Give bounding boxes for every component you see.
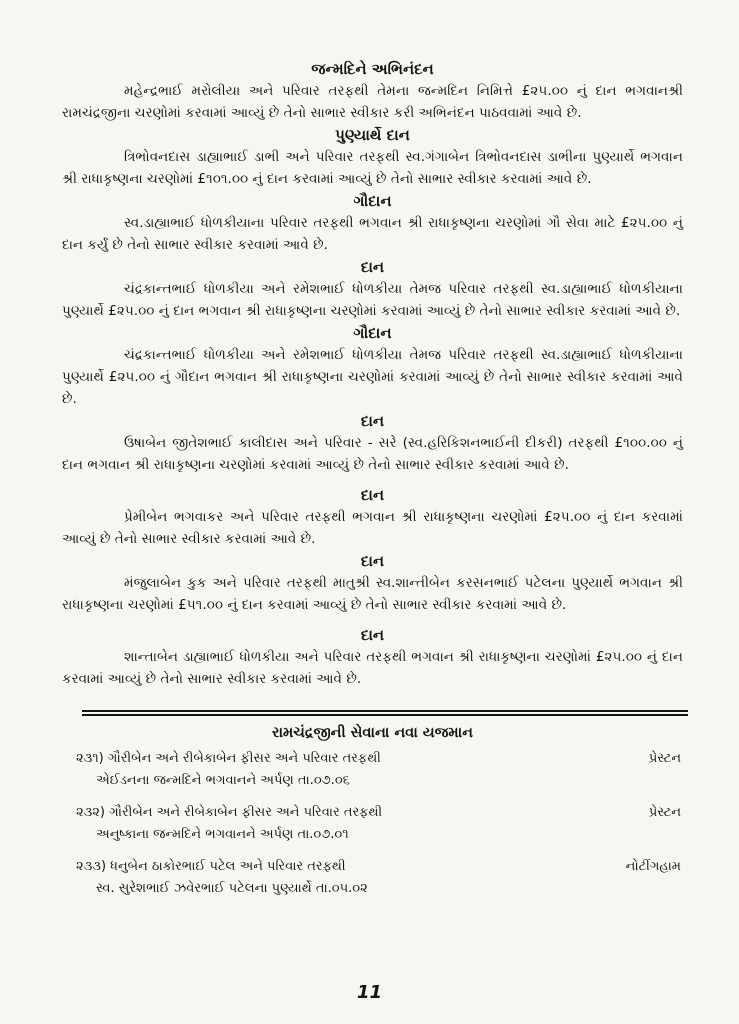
notice-donation-5 xyxy=(62,624,683,690)
page-number: 11 xyxy=(356,982,383,1003)
sponsor-city: પ્રેસ્ટન xyxy=(648,805,681,820)
section-heading: જન્મદિને અભિનંદન xyxy=(311,60,434,78)
section-text: શાન્તાબેન ડાહ્યાભાઈ ધોળકીયા અને પરિવાર તરફથી ભગવાન શ્રી રાધાકૃષ્ણના ચરણોમાં £૨૫.૦૦ નું દાન કરવામાં આવ્યું છે તેનો સાભાર સ્વીકાર કરવામાં આવે છે. xyxy=(62,649,683,687)
section-heading: દાન xyxy=(360,486,385,504)
notice-birthday-greeting xyxy=(62,58,683,124)
sponsors-title: રામચંદ્રજીની સેવાના નવા યજમાન xyxy=(271,725,473,741)
section-heading: પુણ્યાર્થે દાન xyxy=(335,126,410,144)
notice-memorial-donation xyxy=(62,124,683,190)
section-heading: દાન xyxy=(360,626,385,644)
sponsor-city: પ્રેસ્ટન xyxy=(648,751,681,766)
section-text: મંજુલાબેન કુક અને પરિવાર તરફથી માતુશ્રી સ્વ.શાન્તીબેન કરસનભાઈ પટેલના પુણ્યાર્થે ભગવાન શ્રી રાધાકૃષ્ણના ચરણોમાં £૫૧.૦૦ નું દાન કરવામાં આવ્યું છે તેનો સાભાર સ્વીકાર કરવામાં આવે છે. xyxy=(62,575,683,613)
sponsor-city: નોટીંગહામ xyxy=(625,859,681,874)
sponsor-line-1: ૨૩૧) ગૌરીબેન અને રીબેકાબેન ફીસર અને પરિવાર તરફથી xyxy=(76,751,381,766)
section-text: ઉષાબેન જીતેશભાઈ કાલીદાસ અને પરિવાર - સરે (સ્વ.હરિકિશનભાઈની દીકરી) તરફથી £૧૦૦.૦૦ નું દાન ભગવાન શ્રી રાધાકૃષ્ણના ચરણોમાં કરવામાં આવ્યું છે તેનો સાભાર સ્વીકાર કરવામાં આવે છે. xyxy=(62,435,683,473)
section-text: પ્રેમીબેન ભગવાકર અને પરિવાર તરફથી ભગવાન શ્રી રાધાકૃષ્ણના ચરણોમાં £૨૫.૦૦ નું દાન કરવામાં આવ્યું છે તેનો સાભાર સ્વીકાર કરવામાં આવે છે. xyxy=(62,509,683,547)
notice-donation-2 xyxy=(62,410,683,476)
sponsor-line-2: એઈડનના જન્મદિને ભગવાનને અર્પણ તા.૦૭.૦૬ xyxy=(96,773,350,788)
sponsor-entry xyxy=(62,856,683,900)
sponsor-line-1: ૨૩૨) ગૌરીબેન અને રીબેકાબેન ફીસર અને પરિવાર તરફથી xyxy=(76,805,383,820)
sponsor-line-1: ૨૩૩) ધનુબેન ઠાકોરભાઈ પટેલ અને પરિવાર તરફથી xyxy=(76,859,346,874)
spacer xyxy=(62,616,683,624)
notice-donation-1 xyxy=(62,256,683,322)
spacer xyxy=(62,476,683,484)
section-heading: ગૌદાન xyxy=(353,324,392,342)
section-text: સ્વ.ડાહ્યાભાઈ ધોળકીયાના પરિવાર તરફથી ભગવાન શ્રી રાધાકૃષ્ણના ચરણોમાં ગૌ સેવા માટે £૨૫.૦૦ નું દાન કર્યું છે તેનો સાભાર સ્વીકાર કરવામાં આવે છે. xyxy=(62,215,683,253)
sponsor-entry xyxy=(62,748,683,792)
section-text: મહેન્દ્રભાઈ મરોલીયા અને પરિવાર તરફથી તેમના જન્મદિન નિમિત્તે £૨૫.૦૦ નું દાન ભગવાનશ્રી રામચંદ્રજીના ચરણોમાં કરવામાં આવ્યું છે તેનો સાભાર સ્વીકાર કરી અભિનંદન પાઠવવામાં આવે છે. xyxy=(62,83,683,121)
notice-donation-4 xyxy=(62,550,683,616)
section-heading: દાન xyxy=(360,412,385,430)
notice-cow-donation-1 xyxy=(62,190,683,256)
sponsor-entry xyxy=(62,802,683,846)
section-heading: દાન xyxy=(360,552,385,570)
section-heading: દાન xyxy=(360,258,385,276)
section-heading: ગૌદાન xyxy=(353,192,392,210)
double-rule-divider xyxy=(82,710,688,716)
section-text: ચંદ્રકાન્તભાઈ ધોળકીયા અને રમેશભાઈ ધોળકીયા તેમજ પરિવાર તરફથી સ્વ.ડાહ્યાભાઈ ધોળકીયાના પુણ્યાર્થે £૨૫.૦૦ નું ગૌદાન ભગવાન શ્રી રાધાકૃષ્ણના ચરણોમાં કરવામાં આવ્યું છે તેનો સાભાર સ્વીકાર કરવામાં આવે છે. xyxy=(62,347,683,407)
section-text: ત્રિભોવનદાસ ડાહ્યાભાઈ ડાભી અને પરિવાર તરફથી સ્વ.ગંગાબેન ત્રિભોવનદાસ ડાભીના પુણ્યાર્થે ભગવાન શ્રી રાધાકૃષ્ણના ચરણોમાં £૧૦૧.૦૦ નું દાન કરવામાં આવ્યું છે તેનો સાભાર સ્વીકાર કરવામાં આવે છે. xyxy=(62,149,683,187)
notice-donation-3 xyxy=(62,484,683,550)
sponsor-line-2: અનુષ્કાના જન્મદિને ભગવાનને અર્પણ તા.૦૭.૦૧ xyxy=(96,827,349,842)
section-text: ચંદ્રકાન્તભાઈ ધોળકીયા અને રમેશભાઈ ધોળકીયા તેમજ પરિવાર તરફથી સ્વ.ડાહ્યાભાઈ ધોળકીયાના પુણ્યાર્થે £૨૫.૦૦ નું દાન ભગવાન શ્રી રાધાકૃષ્ણના ચરણોમાં કરવામાં આવ્યું છે તેનો સાભાર સ્વીકાર કરવામાં આવે છે. xyxy=(62,281,683,319)
notice-cow-donation-2 xyxy=(62,322,683,410)
sponsor-line-2: સ્વ. સુરેશભાઈ ઝવેરભાઈ પટેલના પુણ્યાર્થે તા.૦૫.૦૨ xyxy=(96,881,368,896)
